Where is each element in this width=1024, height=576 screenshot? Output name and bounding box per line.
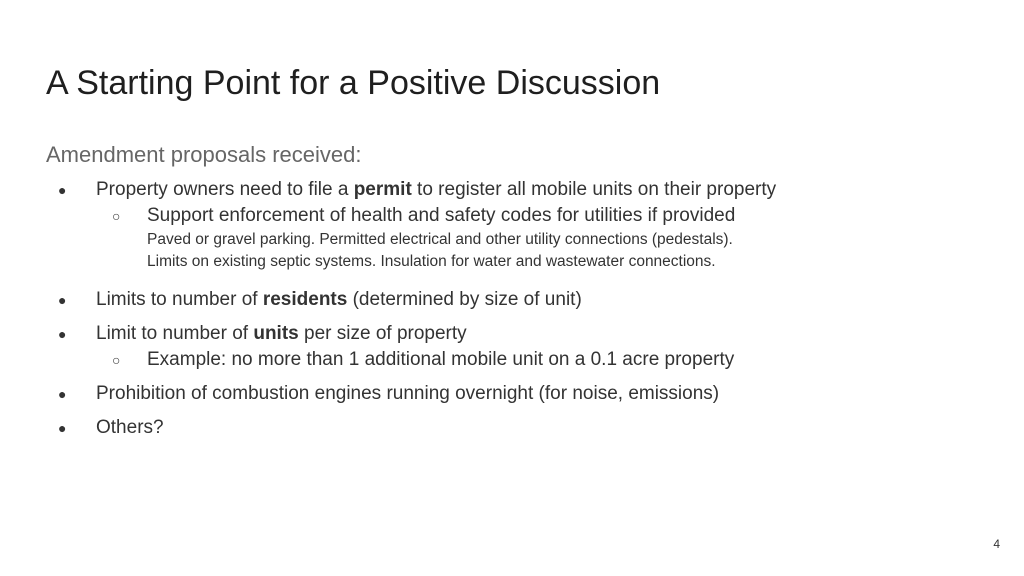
bullet-icon: ● — [58, 182, 67, 198]
list-item-others: Others? — [96, 417, 164, 438]
slide-subtitle: Amendment proposals received: — [46, 142, 362, 167]
list-item-units — [96, 322, 467, 346]
bullet-icon: ● — [58, 420, 67, 436]
note-parking: Paved or gravel parking. Permitted electrical and other utility connections (pedestals). — [147, 231, 733, 248]
note-septic: Limits on existing septic systems. Insulation for water and wastewater connections. — [147, 253, 716, 270]
list-item-emphasis: units — [253, 323, 299, 344]
list-item-text: (determined by size of unit) — [347, 289, 582, 310]
list-item-text: Property owners need to file a — [96, 179, 354, 200]
bullet-icon: ● — [58, 292, 67, 308]
list-item-residents — [96, 288, 582, 312]
list-item-text: Limits to number of — [96, 289, 263, 310]
sub-bullet-icon: ○ — [112, 352, 121, 368]
bullet-icon: ● — [58, 386, 67, 402]
list-item-text: Limit to number of — [96, 323, 254, 344]
sub-item-example: Example: no more than 1 additional mobile unit on a 0.1 acre property — [147, 349, 735, 370]
list-item-combustion: Prohibition of combustion engines running overnight (for noise, emissions) — [96, 383, 720, 404]
list-item-text: to register all mobile units on their property — [411, 179, 777, 200]
bullet-icon: ● — [58, 326, 67, 342]
list-item-emphasis: permit — [353, 179, 412, 200]
list-item-text: per size of property — [298, 323, 467, 344]
sub-bullet-icon: ○ — [112, 208, 121, 224]
slide-title: A Starting Point for a Positive Discussion — [46, 64, 661, 102]
sub-item-enforcement: Support enforcement of health and safety codes for utilities if provided — [147, 205, 736, 226]
list-item-permit — [96, 178, 776, 202]
list-item-emphasis: residents — [262, 289, 348, 310]
page-number: 4 — [993, 537, 1000, 551]
